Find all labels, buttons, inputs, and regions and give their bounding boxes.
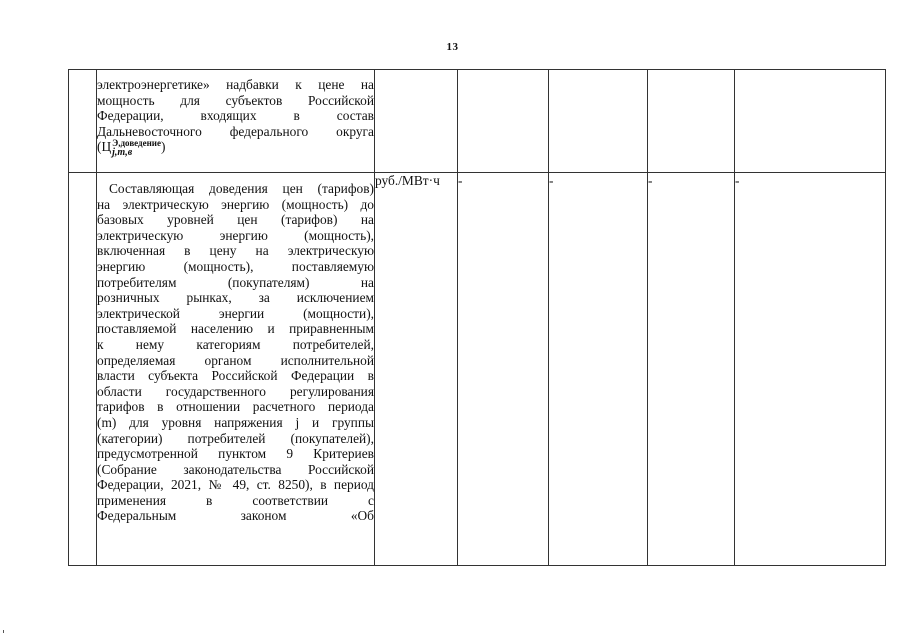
- value-cell: [549, 70, 648, 173]
- description-line: мощность для субъектов Российской: [97, 92, 374, 108]
- description-line: Составляющая доведения цен (тарифов): [109, 181, 374, 196]
- value-cell: [648, 70, 735, 173]
- value-cell: -: [648, 173, 735, 566]
- description-line: области государственного регулирования: [97, 383, 374, 399]
- indicator-table: [68, 69, 886, 566]
- description-line: (категории) потребителей (покупателей),: [97, 430, 374, 446]
- formula-close: ): [160, 139, 166, 155]
- row-number-cell: [69, 173, 97, 566]
- table-row: [69, 70, 886, 173]
- description-cell: [97, 173, 375, 566]
- value-cell: [458, 70, 549, 173]
- description-line: Федерации, 2021, № 49, ст. 8250), в период: [97, 477, 374, 493]
- value-cell: -: [735, 173, 886, 566]
- description-line: тарифов в отношении расчетного периода: [97, 399, 374, 415]
- formula-subscript: j,m,в: [112, 147, 133, 159]
- description-line: предусмотренной пунктом 9 Критериев: [97, 446, 374, 462]
- description-line: власти субъекта Российской Федерации в: [97, 368, 374, 384]
- description-line: (m) для уровня напряжения j и группы: [97, 414, 374, 430]
- description-line: розничных рынках, за исключением: [97, 290, 374, 306]
- unit-cell: [375, 70, 458, 173]
- unit-cell: руб./МВт·ч: [375, 173, 458, 566]
- description-line: (Собрание законодательства Российской: [97, 461, 374, 477]
- description-line: базовых уровней цен (тарифов) на: [97, 212, 374, 228]
- value-cell: [735, 70, 886, 173]
- description-line: к нему категориям потребителей,: [97, 336, 374, 352]
- scan-mark: [3, 630, 4, 633]
- description-line: Федерации, входящих в состав: [97, 108, 374, 124]
- description-line: электроэнергетике» надбавки к цене на: [97, 77, 374, 92]
- description-line: определяемая органом исполнительной: [97, 352, 374, 368]
- description-line: потребителям (покупателям) на: [97, 274, 374, 290]
- value-cell: -: [549, 173, 648, 566]
- description-line: включенная в цену на электрическую: [97, 243, 374, 259]
- description-line: электрическую энергию (мощность),: [97, 227, 374, 243]
- value-cell: -: [458, 173, 549, 566]
- description-line: на электрическую энергию (мощность) до: [97, 196, 374, 212]
- description-line: Дальневосточного федерального округа: [97, 123, 374, 139]
- page-number: 13: [446, 41, 459, 53]
- description-line: электрической энергии (мощности),: [97, 305, 374, 321]
- formula-open: (Ц: [97, 139, 112, 155]
- description-line: Федеральным законом «Об: [97, 508, 374, 524]
- formula-superscript: Э,доведение: [112, 138, 161, 149]
- price-formula: [97, 139, 165, 157]
- row-number-cell: [69, 70, 97, 173]
- description-line: энергию (мощность), поставляемую: [97, 258, 374, 274]
- table-row: [69, 173, 886, 566]
- description-line: поставляемой населению и приравненным: [97, 321, 374, 337]
- description-line: применения в соответствии с: [97, 492, 374, 508]
- description-cell: [97, 70, 375, 173]
